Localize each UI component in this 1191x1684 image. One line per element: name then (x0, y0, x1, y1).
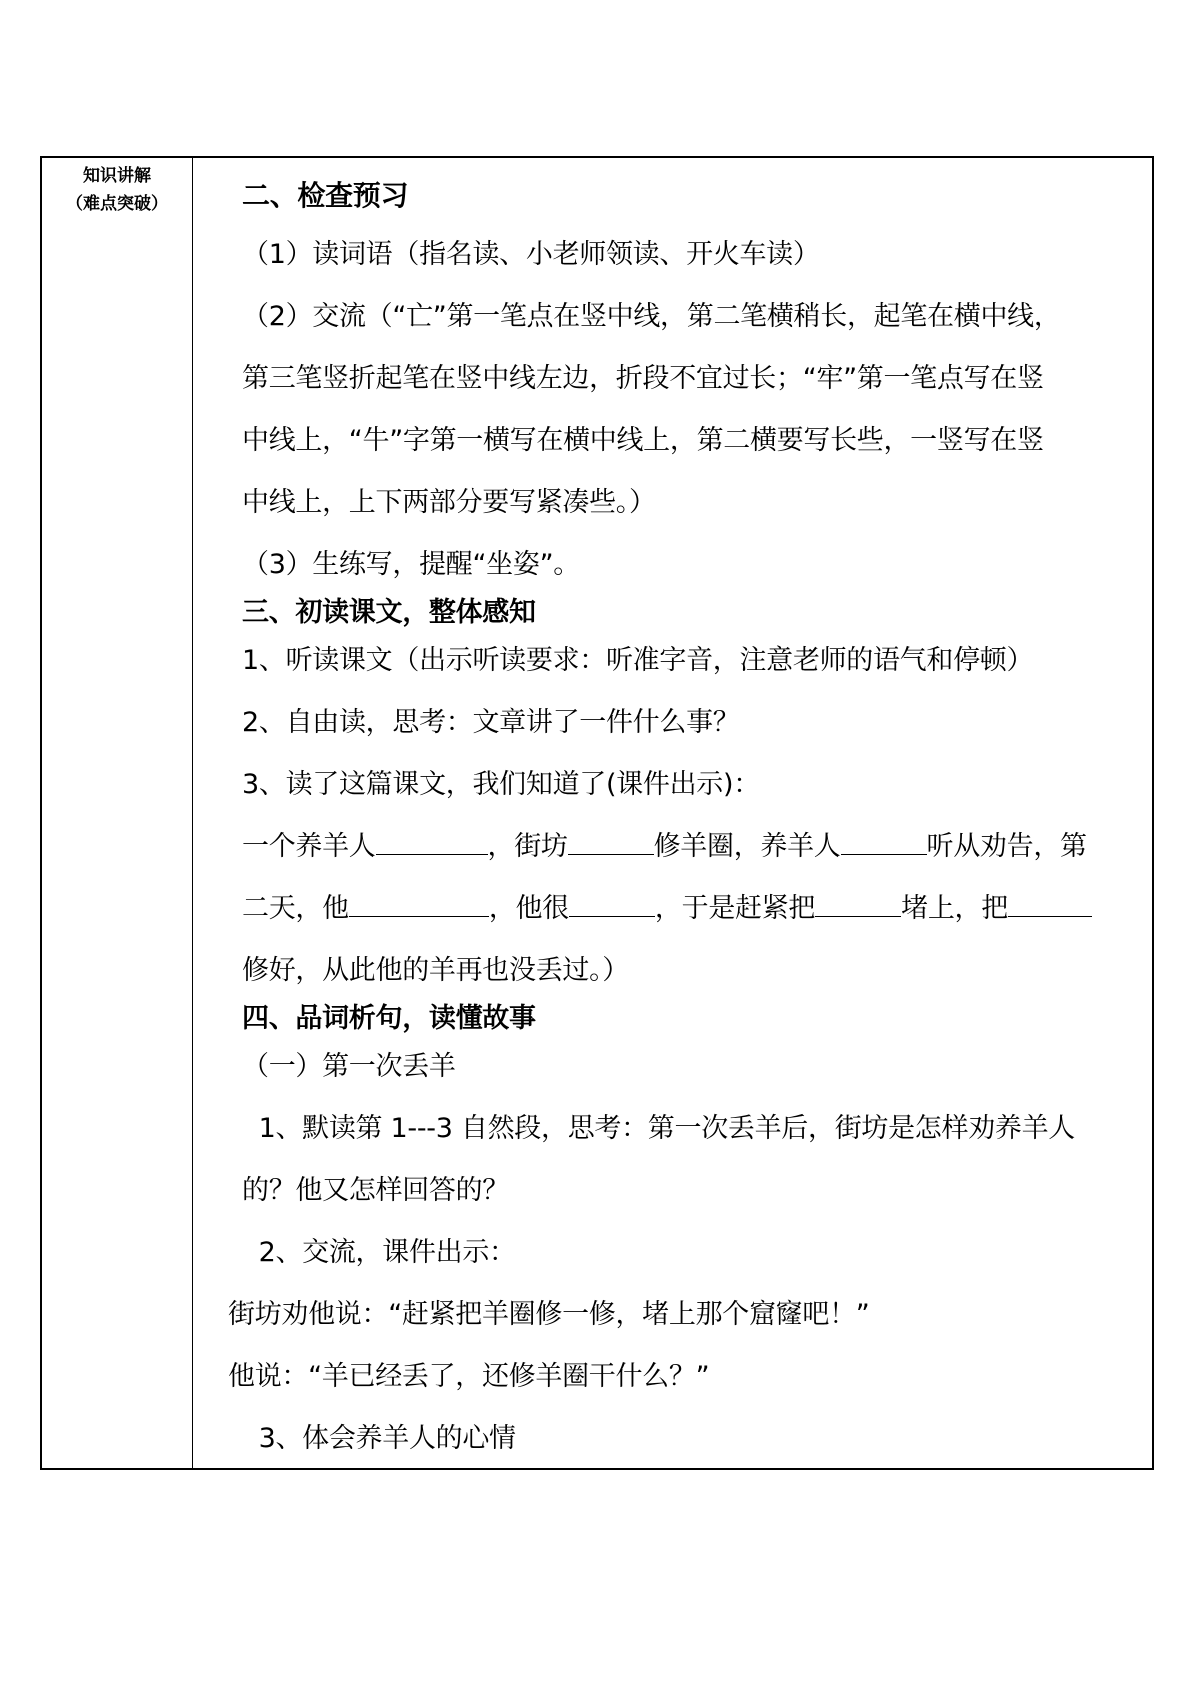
fill-text: ，他很 (488, 893, 569, 924)
lesson-content (192, 158, 1152, 1468)
fill-text: 一个养羊人 (242, 831, 376, 862)
section-heading-four: 四、品词析句，读懂故事 (242, 1003, 536, 1034)
lesson-table (40, 156, 1154, 1470)
text-line: （1）读词语（指名读、小老师领读、开火车读） (242, 239, 820, 270)
quote-line: 他说：“羊已经丢了，还修羊圈干什么？” (228, 1361, 710, 1392)
text-line: 1、听读课文（出示听读要求：听准字音，注意老师的语气和停顿） (242, 645, 1034, 676)
fill-text: 修羊圈，养羊人 (653, 831, 841, 862)
sub-heading: （一）第一次丢羊 (242, 1051, 456, 1082)
section-heading-three: 三、初读课文，整体感知 (242, 597, 536, 628)
text-line: 3、读了这篇课文，我们知道了(课件出示)： (242, 769, 760, 800)
text-line: 1、默读第 1---3 自然段，思考：第一次丢羊后，街坊是怎样劝养羊人 (242, 1113, 1075, 1144)
text-line: 中线上，“牛”字第一横写在横中线上，第二横要写长些，一竖写在竖 (242, 425, 1044, 456)
quote-line: 街坊劝他说：“赶紧把羊圈修一修，堵上那个窟窿吧！” (228, 1299, 870, 1330)
blank-line (349, 915, 489, 917)
row-label-line1: 知识讲解 (83, 166, 151, 186)
blank-line (569, 915, 655, 917)
blank-line (568, 853, 654, 855)
text-line: 2、交流，课件出示： (242, 1237, 516, 1268)
fill-text: ，于是赶紧把 (654, 893, 816, 924)
row-label (42, 158, 192, 218)
blank-line (841, 853, 927, 855)
blank-line (376, 853, 488, 855)
text-line: 第三笔竖折起笔在竖中线左边，折段不宜过长；“牢”第一笔点写在竖 (242, 363, 1044, 394)
fill-text: 二天，他 (242, 893, 349, 924)
fill-blank-line (242, 886, 1092, 925)
blank-line (815, 915, 901, 917)
text-line: 修好，从此他的羊再也没丢过。） (242, 955, 629, 986)
fill-text: 听从劝告，第 (926, 831, 1087, 862)
fill-blank-line (242, 824, 1087, 863)
text-line: （2）交流（“亡”第一笔点在竖中线，第二笔横稍长，起笔在横中线， (242, 301, 1061, 332)
fill-text: ，街坊 (487, 831, 568, 862)
fill-text: 堵上，把 (901, 893, 1008, 924)
blank-line (1008, 915, 1092, 917)
text-line: 的？他又怎样回答的？ (242, 1175, 509, 1206)
row-label-line2: （难点突破） (66, 194, 168, 214)
text-line: 中线上，上下两部分要写紧凑些。） (242, 487, 656, 518)
text-line: 2、自由读，思考：文章讲了一件什么事？ (242, 707, 740, 738)
section-heading-two: 二、检查预习 (242, 179, 409, 212)
text-line: （3）生练写，提醒“坐姿”。 (242, 549, 580, 580)
text-line: 3、体会养羊人的心情 (242, 1423, 516, 1454)
